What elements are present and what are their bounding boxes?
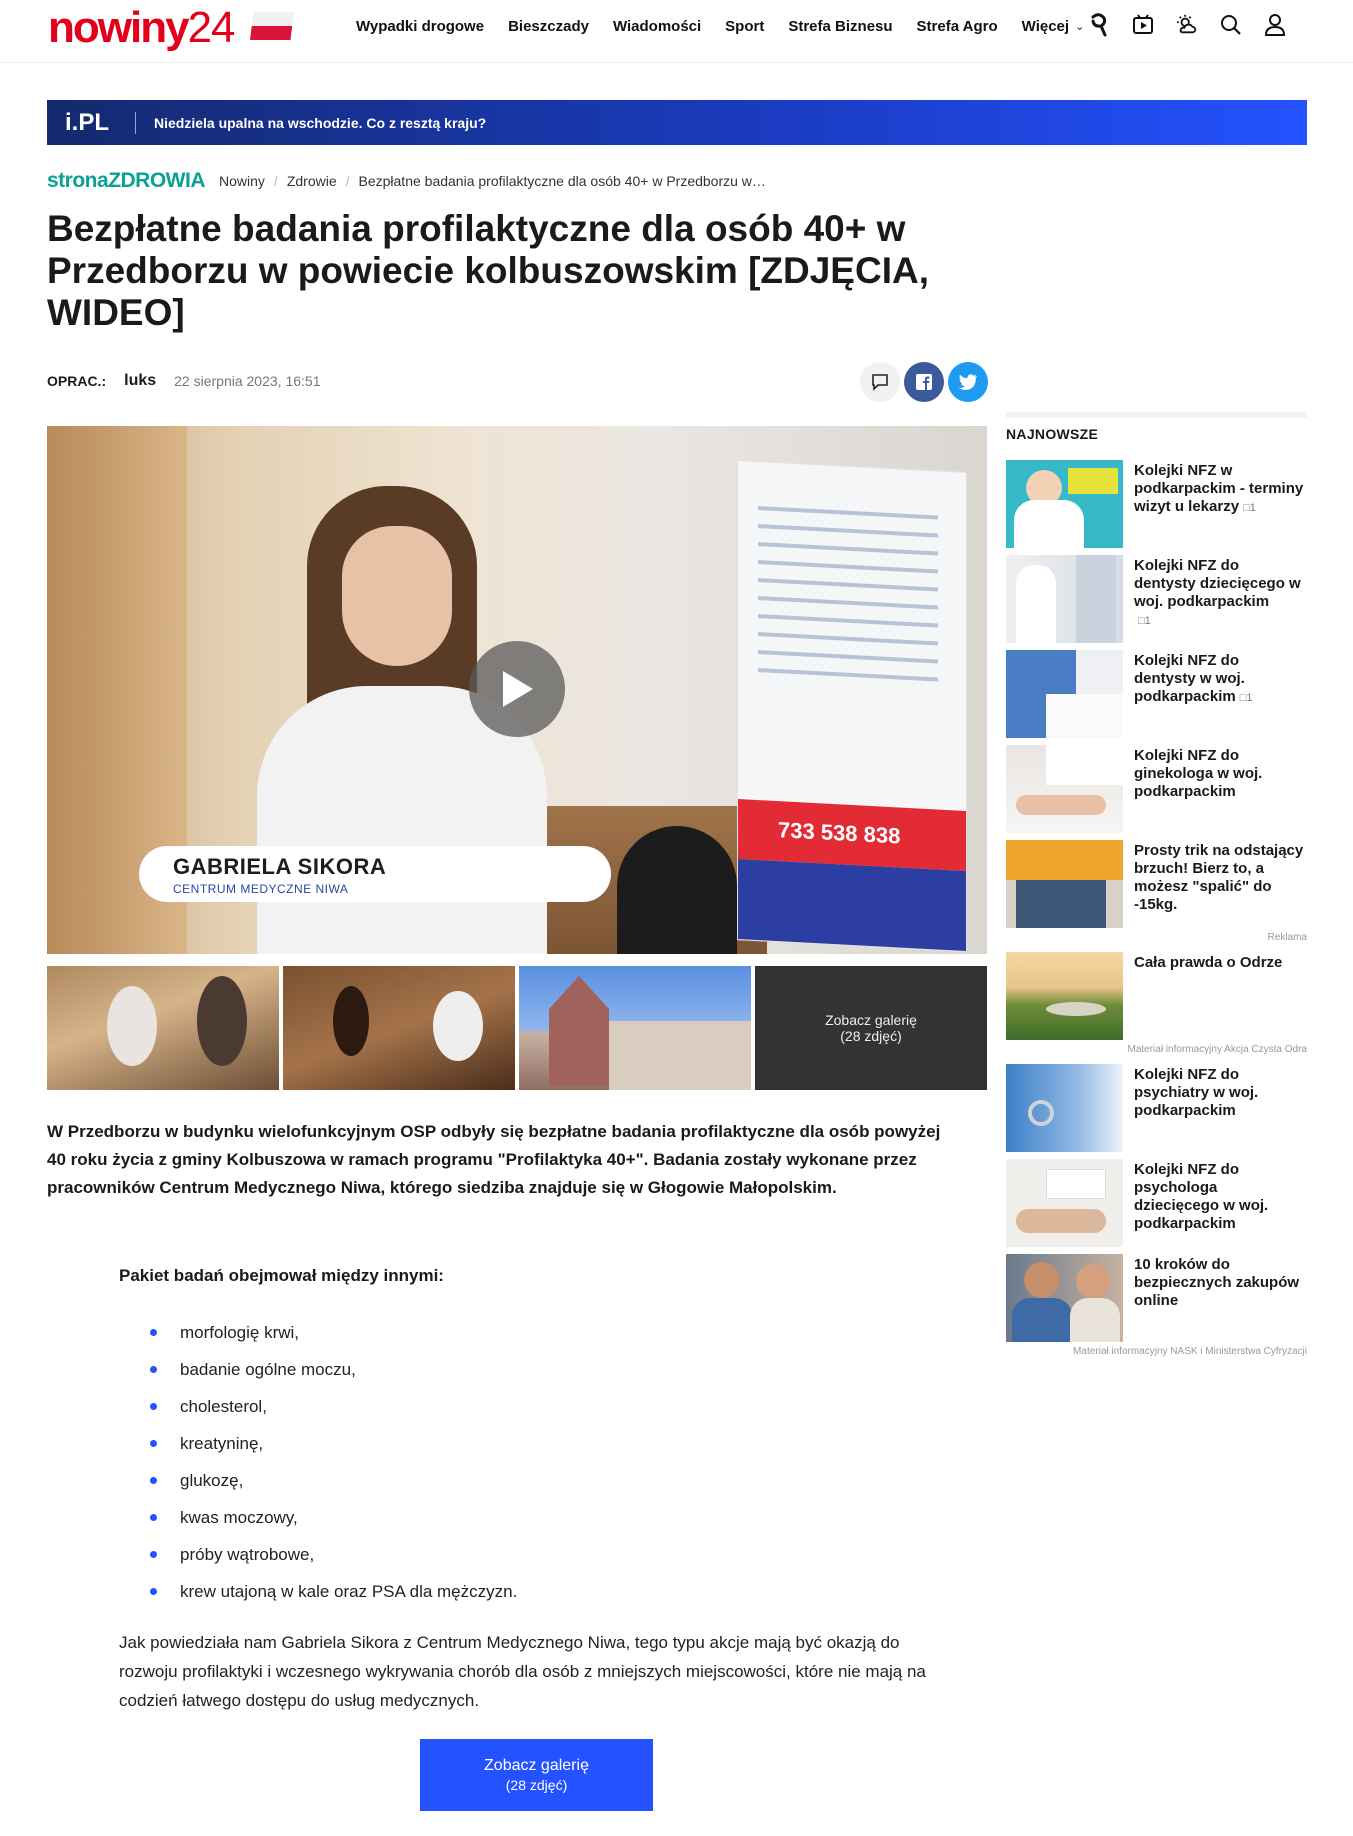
sidebar-thumb bbox=[1006, 952, 1123, 1040]
breadcrumb bbox=[47, 168, 766, 194]
article-title: Bezpłatne badania profilaktyczne dla osób 40+ w Przedborzu w powiecie kolbuszowskim [ZDJĘCIA, WIDEO] bbox=[47, 208, 929, 333]
gallery-thumb-3[interactable] bbox=[519, 966, 751, 1090]
sidebar-thumb bbox=[1006, 555, 1123, 643]
sidebar-item-title: Kolejki NFZ do dentysty w woj. podkarpackim bbox=[1134, 652, 1245, 705]
banner-headline: Niedziela upalna na wschodzie. Co z resztą kraju? bbox=[154, 114, 487, 131]
ad-label: Reklama bbox=[1267, 932, 1307, 943]
nav-wiadomosci[interactable]: Wiadomości bbox=[612, 17, 702, 35]
brand-part-a: strona bbox=[47, 169, 109, 192]
gallery-button-line1: Zobacz galerię bbox=[484, 1757, 589, 1774]
breadcrumb-separator: / bbox=[345, 173, 350, 189]
gratka-icon[interactable] bbox=[1088, 12, 1110, 38]
breadcrumb-nowiny[interactable]: Nowiny bbox=[219, 173, 265, 189]
chevron-down-icon: ⌄ bbox=[1075, 20, 1085, 33]
sidebar-item-title: Prosty trik na odstający brzuch! Bierz to, a możesz "spalić" do -15kg. bbox=[1134, 842, 1304, 913]
share-buttons bbox=[860, 362, 988, 402]
banner-divider bbox=[135, 112, 136, 134]
lower-third-org: CENTRUM MEDYCZNE NIWA bbox=[173, 882, 349, 896]
breadcrumb-zdrowie[interactable]: Zdrowie bbox=[286, 173, 337, 189]
poland-flag-icon bbox=[250, 12, 294, 40]
poster-phone: 733 538 838 bbox=[778, 817, 901, 849]
sidebar-item[interactable] bbox=[1006, 555, 1307, 643]
sidebar-divider bbox=[1006, 412, 1307, 418]
sidebar-item-title: Cała prawda o Odrze bbox=[1134, 954, 1283, 971]
play-button[interactable] bbox=[469, 641, 565, 737]
sidebar-item-title: Kolejki NFZ do ginekologa w woj. podkarpackim bbox=[1134, 747, 1263, 800]
top-bar bbox=[0, 0, 1353, 63]
video-player[interactable] bbox=[47, 426, 987, 954]
sidebar-item-title: Kolejki NFZ w podkarpackim - terminy wizyt u lekarzy bbox=[1134, 462, 1304, 515]
list-item: krew utajoną w kale oraz PSA dla mężczyzn. bbox=[150, 1573, 517, 1610]
twitter-icon bbox=[958, 373, 978, 391]
video-poster-banner bbox=[737, 460, 967, 952]
sidebar-item-title: Kolejki NFZ do dentysty dziecięcego w woj. podkarpackim bbox=[1134, 557, 1301, 610]
sidebar-item-title: 10 kroków do bezpiecznych zakupów online bbox=[1134, 1256, 1300, 1309]
strona-zdrowia-logo[interactable] bbox=[47, 169, 205, 193]
gallery-thumbnails bbox=[47, 966, 987, 1090]
main-nav bbox=[356, 0, 1108, 52]
sidebar-item[interactable] bbox=[1006, 1064, 1307, 1152]
author-name[interactable]: luks bbox=[124, 372, 157, 389]
sidebar-thumb bbox=[1006, 1064, 1123, 1152]
nav-more[interactable] bbox=[1022, 18, 1085, 35]
publish-date: 22 sierpnia 2023, 16:51 bbox=[174, 373, 321, 389]
nav-more-label: Więcej bbox=[1021, 17, 1070, 35]
ipl-logo: i.PL bbox=[65, 108, 110, 136]
lower-third-name: GABRIELA SIKORA bbox=[173, 854, 387, 879]
gallery-tile-line1: Zobacz galerię bbox=[825, 1012, 917, 1028]
gallery-open-tile[interactable] bbox=[755, 966, 987, 1090]
sidebar-thumb bbox=[1006, 745, 1123, 833]
gallery-tile-label bbox=[755, 1012, 987, 1044]
comment-button[interactable] bbox=[860, 362, 900, 402]
logo-number: 24 bbox=[187, 3, 235, 52]
logo-word: nowiny bbox=[48, 3, 188, 52]
list-item: cholesterol, bbox=[150, 1388, 517, 1425]
byline-label: OPRAC.: bbox=[47, 373, 107, 389]
nav-sport[interactable]: Sport bbox=[725, 17, 765, 35]
article-lead: W Przedborzu w budynku wielofunkcyjnym OSP odbyły się bezpłatne badania profilaktyczne dla osób powyżej 40 roku życia z gminy Kolbuszowa w ramach programu "Profilaktyka 40+". Badania zostały wykonane przez pracowników Centrum Medycznego Niwa, którego siedziba znajduje się w Głogowie Małopolskim. bbox=[47, 1122, 941, 1197]
facebook-share-button[interactable] bbox=[904, 362, 944, 402]
sponsor-label: Materiał informacyjny NASK i Ministerstwa Cyfryzacji bbox=[1073, 1346, 1307, 1357]
sidebar-item-title: Kolejki NFZ do psychologa dziecięcego w woj. podkarpackim bbox=[1134, 1161, 1269, 1232]
gallery-thumb-1[interactable] bbox=[47, 966, 279, 1090]
list-item: badanie ogólne moczu, bbox=[150, 1351, 517, 1388]
brand-part-b: ZDROWIA bbox=[108, 169, 206, 192]
sidebar-item[interactable] bbox=[1006, 460, 1307, 548]
list-item: morfologię krwi, bbox=[150, 1314, 517, 1351]
list-item: próby wątrobowe, bbox=[150, 1536, 517, 1573]
sidebar-item-title: Kolejki NFZ do psychiatry w woj. podkarpackim bbox=[1134, 1066, 1259, 1119]
sponsor-label: Materiał informacyjny Akcja Czysta Odra bbox=[1127, 1044, 1307, 1055]
nav-strefa-biznesu[interactable]: Strefa Biznesu bbox=[788, 17, 893, 35]
facebook-icon bbox=[915, 373, 933, 391]
nav-strefa-agro[interactable]: Strefa Agro bbox=[916, 17, 998, 35]
article-meta bbox=[47, 372, 320, 390]
sidebar-thumb bbox=[1006, 1254, 1123, 1342]
sidebar-heading: NAJNOWSZE bbox=[1006, 426, 1099, 442]
lower-third bbox=[139, 846, 611, 902]
play-icon bbox=[497, 667, 537, 711]
sidebar-item[interactable] bbox=[1006, 840, 1307, 928]
breadcrumb-separator: / bbox=[273, 173, 278, 189]
twitter-share-button[interactable] bbox=[948, 362, 988, 402]
sidebar-item[interactable] bbox=[1006, 745, 1307, 833]
see-gallery-button[interactable] bbox=[420, 1739, 653, 1811]
comment-count: □1 bbox=[1243, 502, 1256, 514]
comment-icon bbox=[871, 373, 889, 391]
list-item: glukozę, bbox=[150, 1462, 517, 1499]
sidebar-item[interactable] bbox=[1006, 1254, 1307, 1342]
header-icons bbox=[1088, 12, 1286, 38]
comment-count: □1 bbox=[1138, 615, 1151, 627]
video-icon[interactable] bbox=[1132, 12, 1154, 38]
list-item: kreatyninę, bbox=[150, 1425, 517, 1462]
breadcrumb-current: Bezpłatne badania profilaktyczne dla osób 40+ w Przedborzu w… bbox=[358, 173, 766, 189]
list-item: kwas moczowy, bbox=[150, 1499, 517, 1536]
list-heading: Pakiet badań obejmował między innymi: bbox=[119, 1266, 444, 1285]
sidebar-thumb bbox=[1006, 650, 1123, 738]
ipl-banner[interactable] bbox=[47, 100, 1307, 145]
nav-bieszczady[interactable]: Bieszczady bbox=[508, 17, 589, 35]
weather-icon[interactable] bbox=[1176, 12, 1198, 38]
nav-wypadki[interactable]: Wypadki drogowe bbox=[356, 17, 485, 35]
sidebar-item[interactable] bbox=[1006, 650, 1307, 738]
article-paragraph: Jak powiedziała nam Gabriela Sikora z Centrum Medycznego Niwa, tego typu akcje mają być okazją do rozwoju profilaktyki i wczesnego wykrywania chorób dla osób z mniejszych miejscowości, które nie mają na codzień łatwego dostępu do usług medycznych. bbox=[119, 1633, 926, 1710]
exam-list bbox=[150, 1314, 517, 1610]
sidebar-thumb bbox=[1006, 840, 1123, 928]
sidebar-item[interactable] bbox=[1006, 952, 1307, 1040]
microphone bbox=[617, 826, 737, 954]
gallery-button-line2: (28 zdjęć) bbox=[505, 1777, 568, 1793]
sidebar-item[interactable] bbox=[1006, 1159, 1307, 1247]
gallery-tile-line2: (28 zdjęć) bbox=[840, 1028, 902, 1044]
user-icon[interactable] bbox=[1264, 12, 1286, 38]
sidebar-thumb bbox=[1006, 460, 1123, 548]
comment-count: □1 bbox=[1239, 692, 1253, 704]
sidebar-thumb bbox=[1006, 1159, 1123, 1247]
gallery-thumb-2[interactable] bbox=[283, 966, 515, 1090]
search-icon[interactable] bbox=[1220, 12, 1242, 38]
site-logo[interactable] bbox=[48, 3, 235, 52]
